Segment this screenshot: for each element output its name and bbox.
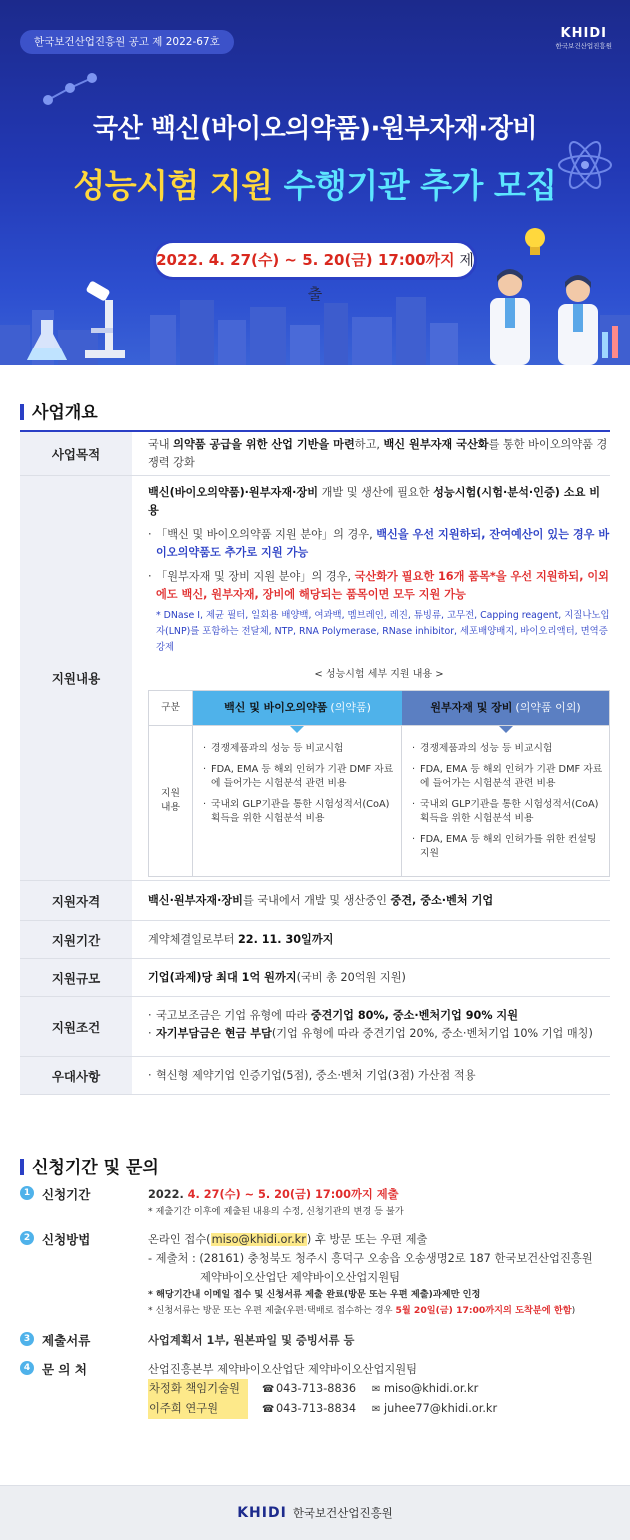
text-bold: 22. 11. 30일까지	[238, 932, 334, 946]
arrow-down-icon	[290, 726, 304, 733]
subtable-header	[149, 691, 609, 725]
note-highlight: 5월 20일(금) 17:00까지의 도착분에 한함	[395, 1305, 572, 1316]
content-point-1	[148, 526, 610, 562]
row-label: 지원조건	[20, 997, 132, 1056]
support-item: · 국내외 GLP기관을 통한 시험성적서(CoA) 획득을 위한 시험분석 비용	[412, 798, 603, 827]
contact-name: 이주희 연구원	[148, 1399, 248, 1419]
row-label: 지원기간	[20, 921, 132, 958]
subtable-row-label: 지원 내용	[149, 726, 193, 876]
row-scale	[20, 959, 610, 997]
row-body	[132, 997, 610, 1056]
deadline-date: 2022. 4. 27(수) ~ 5. 20(금) 17:00까지	[156, 251, 455, 269]
apply-docs	[20, 1331, 610, 1350]
contact-phone[interactable]: ☎ 043-713-8834	[262, 1399, 356, 1419]
section-title-overview: 사업개요	[20, 398, 98, 423]
text: 개발 및 생산에 필요한	[318, 486, 434, 499]
title-highlight-cyan: 수행기관 추가 모집	[283, 166, 557, 205]
subtable-caption: < 성능시험 세부 지원 내용 >	[314, 669, 444, 680]
apply-body	[148, 1360, 610, 1419]
row-body	[132, 476, 610, 880]
text: 「원부자재 및 장비 지원 분야」의 경우,	[156, 570, 355, 583]
phone-icon: ☎	[262, 1404, 275, 1415]
subtable-col-a	[193, 691, 402, 725]
contact-list	[148, 1379, 610, 1419]
content-point-2	[148, 568, 610, 604]
note: )	[571, 1305, 576, 1316]
section-title-apply: 신청기간 및 문의	[20, 1153, 159, 1178]
apply-section	[20, 1185, 610, 1423]
text-bold: 중견기업 80%, 중소·벤처기업 90% 지원	[310, 1009, 519, 1022]
text: 하고,	[354, 438, 384, 451]
contact-team: 산업진흥본부 제약바이오산업단 제약바이오산업지원팀	[148, 1363, 418, 1376]
text-highlight: 백신을 우선 지원하되, 잔여예산이 있는 경우 바이오의약품도 추가로 지원 가능	[156, 528, 610, 559]
text: ) 후 방문 또는 우편 제출	[306, 1233, 428, 1246]
text: 국내	[148, 438, 174, 451]
apply-label	[20, 1230, 148, 1319]
label-text: 신청방법	[42, 1232, 91, 1247]
text-bold: 백신·원부자재·장비	[148, 893, 243, 907]
apply-body	[148, 1331, 610, 1350]
subtable-head-label: 구분	[149, 691, 193, 725]
mail-icon: ✉	[371, 1384, 381, 1395]
text: 를 통한 바이오의약품 경쟁력 강화	[148, 438, 608, 469]
text-bold: 백신(바이오의약품)·원부자재·장비	[148, 486, 319, 499]
contact-row	[148, 1399, 610, 1419]
deadline-pill	[153, 240, 477, 303]
text-highlight: 국산화가 필요한 16개 품목*을 우선 지원하되, 이외에도 백신, 원부자재, 장비에 해당되는 품목이면 모두 지원 가능	[156, 570, 609, 601]
col-a-tag: (의약품)	[330, 701, 371, 714]
footer-logo: KHIDI	[237, 1505, 287, 1521]
notice-number: 한국보건산업진흥원 공고 제 2022-67호	[20, 30, 234, 54]
title-highlight-yellow: 성능시험 지원	[73, 166, 273, 205]
text: (기업 유형에 따라 중견기업 20%, 중소·벤처기업 10% 기업 매칭)	[271, 1027, 593, 1040]
flask-icon	[25, 318, 70, 363]
text-bold: 자기부담금은 현금 부담	[156, 1027, 272, 1040]
footer-org-name: 한국보건산업진흥원	[292, 1506, 393, 1520]
condition-2	[148, 1025, 610, 1043]
contact-phone[interactable]: ☎ 043-713-8836	[262, 1379, 356, 1399]
email-link[interactable]: miso@khidi.or.kr	[211, 1233, 306, 1246]
text-highlight: 4. 27(수) ~ 5. 20(금) 17:00까지 제출	[187, 1188, 399, 1201]
text: 「백신 및 바이오의약품 지원 분야」의 경우,	[156, 528, 377, 541]
row-body	[132, 881, 610, 920]
apply-label	[20, 1360, 148, 1419]
row-period	[20, 921, 610, 959]
row-body	[132, 1057, 610, 1094]
contact-row	[148, 1379, 610, 1399]
contact-name: 차정화 책임기술원	[148, 1379, 248, 1399]
microscope-icon	[75, 280, 130, 360]
row-body	[132, 959, 610, 996]
hero-banner	[0, 0, 630, 365]
text: 국고보조금은 기업 유형에 따라	[156, 1009, 311, 1022]
row-purpose	[20, 432, 610, 476]
label-text: 문 의 처	[42, 1362, 87, 1377]
support-item: · FDA, EMA 등 해외 인허가 기관 DMF 자료에 들어가는 시험분석 관련 비용	[203, 763, 395, 792]
col-a-title: 백신 및 바이오의약품	[224, 701, 328, 714]
apply-label	[20, 1185, 148, 1220]
mail-icon: ✉	[371, 1404, 381, 1415]
col-b-items	[402, 726, 609, 876]
org-logo	[555, 26, 612, 50]
row-label: 지원규모	[20, 959, 132, 996]
row-preference	[20, 1057, 610, 1095]
text: 를 국내에서 개발 및 생산중인	[242, 893, 391, 907]
text: 온라인 접수(	[148, 1233, 211, 1246]
row-eligibility	[20, 881, 610, 921]
support-item: · 경쟁제품과의 성능 등 비교시험	[203, 742, 395, 757]
text-bold: 사업계획서 1부, 원본파일 및 증빙서류 등	[148, 1334, 355, 1347]
title-line-2	[0, 160, 630, 207]
phone-icon: ☎	[262, 1384, 275, 1395]
row-label: 지원자격	[20, 881, 132, 920]
overview-table	[20, 430, 610, 1095]
footer	[0, 1485, 630, 1540]
text-bold: 백신 원부자재 국산화	[383, 438, 489, 451]
title-line-1: 국산 백신(바이오의약품)·원부자재·장비	[93, 114, 537, 144]
col-b-tag: (의약품 이외)	[515, 701, 581, 714]
arrow-down-icon	[499, 726, 513, 733]
support-item: · FDA, EMA 등 해외 인허가 기관 DMF 자료에 들어가는 시험분석 관련 비용	[412, 763, 603, 792]
subtable-body	[149, 725, 609, 876]
text: (국비 총 20억원 지원)	[296, 970, 406, 984]
condition-1	[148, 1007, 610, 1025]
apply-body	[148, 1185, 610, 1220]
logo-text: KHIDI	[560, 26, 607, 41]
contact-email[interactable]: ✉ miso@khidi.or.kr	[370, 1379, 478, 1399]
contact-email[interactable]: ✉ juhee77@khidi.or.kr	[370, 1399, 497, 1419]
apply-period	[20, 1185, 610, 1220]
text-bold: 기업(과제)당 최대 1억 원까지	[148, 970, 297, 984]
row-conditions	[20, 997, 610, 1057]
text-bold: 중견, 중소·벤처 기업	[390, 893, 494, 907]
text-bold: 2022.	[148, 1188, 188, 1201]
note: * 신청서류는 방문 또는 우편 제출(우편·택배로 접수하는 경우	[148, 1305, 396, 1316]
col-a-items	[193, 726, 402, 876]
row-body	[132, 921, 610, 958]
address-line-2: 제약바이오산업단 제약바이오산업지원팀	[200, 1271, 401, 1284]
logo-subtext: 한국보건산업진흥원	[555, 42, 612, 50]
label-text: 신청기간	[42, 1187, 91, 1202]
subtable-col-b	[402, 691, 609, 725]
note: * 제출기간 이후에 제출된 내용의 수정, 신청기관의 변경 등 불가	[148, 1206, 404, 1217]
step-number: 3	[20, 1332, 34, 1346]
molecule-icon	[40, 70, 100, 110]
lightbulb-icon	[520, 225, 550, 261]
step-number: 4	[20, 1361, 34, 1375]
row-body	[132, 432, 610, 475]
support-item: · FDA, EMA 등 해외 인허가를 위한 컨설팅 지원	[412, 833, 603, 862]
text: 계약체결일로부터	[148, 932, 239, 946]
apply-method	[20, 1230, 610, 1319]
text-bold: 성능시험(시험·분석·인증) 소요 비용	[148, 486, 601, 517]
step-number: 1	[20, 1186, 34, 1200]
text: · 혁신형 제약기업 인증기업(5점), 중소·벤처 기업(3점) 가산점 적용	[148, 1067, 476, 1085]
col-b-title: 원부자재 및 장비	[430, 701, 513, 714]
deadline-suffix: 제출	[307, 251, 474, 303]
row-content	[20, 476, 610, 881]
support-item: · 경쟁제품과의 성능 등 비교시험	[412, 742, 603, 757]
row-label: 사업목적	[20, 432, 132, 475]
text-bold: 의약품 공급을 위한 산업 기반을 마련	[173, 438, 355, 451]
address-line-1: - 제출처 : (28161) 충청북도 청주시 흥덕구 오송읍 오송생명2로 187 한국보건산업진흥원	[148, 1252, 593, 1265]
label-text: 제출서류	[42, 1333, 91, 1348]
support-item: · 국내외 GLP기관을 통한 시험성적서(CoA) 획득을 위한 시험분석 비용	[203, 798, 395, 827]
note-bold: * 해당기간내 이메일 접수 및 신청서류 제출 완료(방문 또는 우편 제출)과제만 인정	[148, 1289, 481, 1300]
item-footnote: * DNase I, 제균 필터, 일회용 배양백, 여과백, 멤브레인, 레진, 튜빙류, 고무전, Capping reagent, 지질나노입자(LNP)를 포함하는 전달체, NTP, RNA Polymerase, RNase inhibitor, 세포배양배지, 바이오리액터, 면역증강제	[156, 610, 610, 653]
row-label: 지원내용	[20, 476, 132, 880]
step-number: 2	[20, 1231, 34, 1245]
scientists-illustration	[470, 262, 625, 365]
apply-body	[148, 1230, 610, 1319]
apply-contact	[20, 1360, 610, 1419]
support-detail-table	[148, 690, 610, 877]
row-label: 우대사항	[20, 1057, 132, 1094]
apply-label	[20, 1331, 148, 1350]
